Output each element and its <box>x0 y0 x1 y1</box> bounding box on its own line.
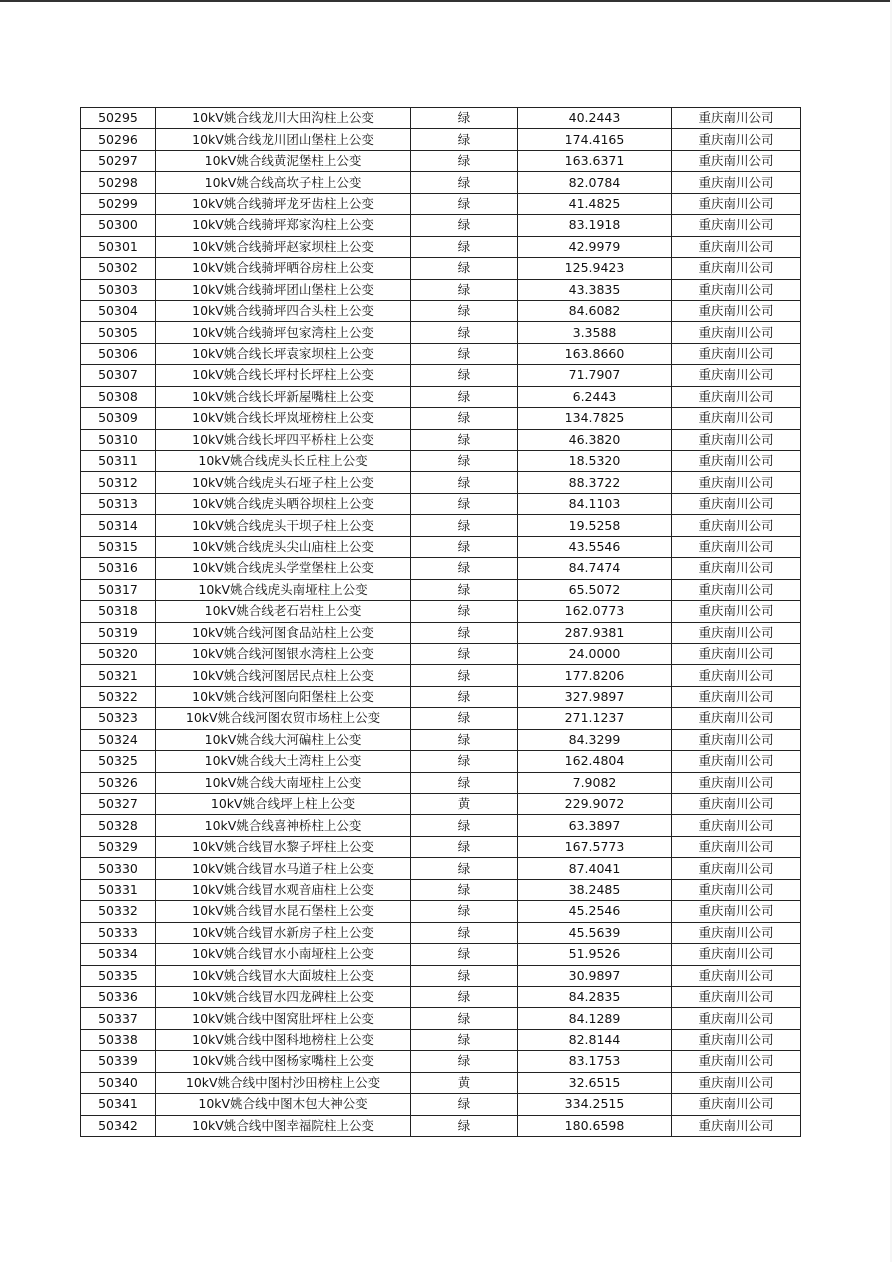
cell-name: 10kV姚合线长坪新屋嘴柱上公变 <box>156 386 411 407</box>
transformer-table <box>80 107 801 1137</box>
table-row <box>81 300 801 321</box>
cell-value: 41.4825 <box>518 193 672 214</box>
cell-value: 38.2485 <box>518 879 672 900</box>
cell-name: 10kV姚合线冒水小南垭柱上公变 <box>156 944 411 965</box>
cell-status: 绿 <box>411 986 518 1007</box>
cell-id: 50339 <box>81 1051 156 1072</box>
cell-status: 绿 <box>411 772 518 793</box>
cell-id: 50317 <box>81 579 156 600</box>
cell-name: 10kV姚合线骑坪龙牙齿柱上公变 <box>156 193 411 214</box>
cell-company: 重庆南川公司 <box>672 772 801 793</box>
cell-status: 绿 <box>411 1029 518 1050</box>
cell-value: 40.2443 <box>518 108 672 129</box>
table-row <box>81 815 801 836</box>
cell-name: 10kV姚合线中图杨家嘴柱上公变 <box>156 1051 411 1072</box>
cell-name: 10kV姚合线骑坪郑家沟柱上公变 <box>156 215 411 236</box>
cell-name: 10kV姚合线骑坪四合头柱上公变 <box>156 300 411 321</box>
cell-id: 50334 <box>81 944 156 965</box>
table-row <box>81 1051 801 1072</box>
cell-id: 50320 <box>81 643 156 664</box>
cell-id: 50318 <box>81 601 156 622</box>
table-row <box>81 108 801 129</box>
cell-status: 绿 <box>411 193 518 214</box>
table-row <box>81 858 801 879</box>
cell-status: 绿 <box>411 879 518 900</box>
cell-company: 重庆南川公司 <box>672 408 801 429</box>
cell-id: 50310 <box>81 429 156 450</box>
cell-company: 重庆南川公司 <box>672 472 801 493</box>
cell-status: 绿 <box>411 236 518 257</box>
table-row <box>81 751 801 772</box>
table-row <box>81 343 801 364</box>
cell-id: 50319 <box>81 622 156 643</box>
cell-value: 6.2443 <box>518 386 672 407</box>
cell-status: 绿 <box>411 751 518 772</box>
cell-company: 重庆南川公司 <box>672 279 801 300</box>
cell-status: 绿 <box>411 472 518 493</box>
cell-name: 10kV姚合线中图木包大神公变 <box>156 1094 411 1115</box>
cell-id: 50309 <box>81 408 156 429</box>
table-row <box>81 193 801 214</box>
table-row <box>81 665 801 686</box>
cell-company: 重庆南川公司 <box>672 1072 801 1093</box>
cell-status: 绿 <box>411 665 518 686</box>
cell-id: 50335 <box>81 965 156 986</box>
cell-status: 绿 <box>411 322 518 343</box>
cell-company: 重庆南川公司 <box>672 879 801 900</box>
cell-name: 10kV姚合线虎头晒谷坝柱上公变 <box>156 493 411 514</box>
cell-name: 10kV姚合线虎头学堂堡柱上公变 <box>156 558 411 579</box>
cell-name: 10kV姚合线老石岩柱上公变 <box>156 601 411 622</box>
cell-id: 50324 <box>81 729 156 750</box>
cell-value: 7.9082 <box>518 772 672 793</box>
cell-name: 10kV姚合线冒水观音庙柱上公变 <box>156 879 411 900</box>
cell-id: 50340 <box>81 1072 156 1093</box>
cell-status: 绿 <box>411 686 518 707</box>
cell-id: 50321 <box>81 665 156 686</box>
cell-name: 10kV姚合线高坎子柱上公变 <box>156 172 411 193</box>
cell-company: 重庆南川公司 <box>672 858 801 879</box>
cell-company: 重庆南川公司 <box>672 451 801 472</box>
cell-value: 334.2515 <box>518 1094 672 1115</box>
cell-company: 重庆南川公司 <box>672 429 801 450</box>
cell-status: 绿 <box>411 601 518 622</box>
cell-value: 63.3897 <box>518 815 672 836</box>
cell-status: 绿 <box>411 215 518 236</box>
cell-status: 绿 <box>411 622 518 643</box>
cell-value: 45.5639 <box>518 922 672 943</box>
cell-value: 84.1289 <box>518 1008 672 1029</box>
table-row <box>81 836 801 857</box>
table-row <box>81 1072 801 1093</box>
cell-name: 10kV姚合线河图向阳堡柱上公变 <box>156 686 411 707</box>
cell-status: 绿 <box>411 836 518 857</box>
cell-value: 18.5320 <box>518 451 672 472</box>
cell-status: 绿 <box>411 536 518 557</box>
cell-status: 绿 <box>411 858 518 879</box>
cell-company: 重庆南川公司 <box>672 708 801 729</box>
cell-name: 10kV姚合线中图科地榜柱上公变 <box>156 1029 411 1050</box>
cell-company: 重庆南川公司 <box>672 1115 801 1136</box>
cell-name: 10kV姚合线河图农贸市场柱上公变 <box>156 708 411 729</box>
cell-status: 绿 <box>411 386 518 407</box>
cell-company: 重庆南川公司 <box>672 622 801 643</box>
cell-company: 重庆南川公司 <box>672 901 801 922</box>
cell-id: 50302 <box>81 258 156 279</box>
cell-company: 重庆南川公司 <box>672 1029 801 1050</box>
cell-company: 重庆南川公司 <box>672 515 801 536</box>
cell-value: 65.5072 <box>518 579 672 600</box>
cell-value: 24.0000 <box>518 643 672 664</box>
cell-name: 10kV姚合线长坪岚垭榜柱上公变 <box>156 408 411 429</box>
table-row <box>81 365 801 386</box>
table-row <box>81 279 801 300</box>
table-row <box>81 215 801 236</box>
cell-id: 50307 <box>81 365 156 386</box>
cell-name: 10kV姚合线冒水昆石堡柱上公变 <box>156 901 411 922</box>
cell-company: 重庆南川公司 <box>672 686 801 707</box>
cell-name: 10kV姚合线虎头石垭子柱上公变 <box>156 472 411 493</box>
cell-id: 50332 <box>81 901 156 922</box>
cell-name: 10kV姚合线冒水马道子柱上公变 <box>156 858 411 879</box>
cell-company: 重庆南川公司 <box>672 729 801 750</box>
cell-value: 84.2835 <box>518 986 672 1007</box>
table-row <box>81 429 801 450</box>
cell-name: 10kV姚合线冒水黎子坪柱上公变 <box>156 836 411 857</box>
cell-company: 重庆南川公司 <box>672 386 801 407</box>
cell-value: 3.3588 <box>518 322 672 343</box>
cell-id: 50304 <box>81 300 156 321</box>
cell-id: 50341 <box>81 1094 156 1115</box>
cell-name: 10kV姚合线冒水新房子柱上公变 <box>156 922 411 943</box>
cell-value: 271.1237 <box>518 708 672 729</box>
cell-status: 绿 <box>411 258 518 279</box>
cell-id: 50298 <box>81 172 156 193</box>
cell-value: 162.4804 <box>518 751 672 772</box>
cell-value: 30.9897 <box>518 965 672 986</box>
cell-status: 绿 <box>411 1115 518 1136</box>
cell-name: 10kV姚合线大南垭柱上公变 <box>156 772 411 793</box>
cell-name: 10kV姚合线喜神桥柱上公变 <box>156 815 411 836</box>
cell-value: 84.6082 <box>518 300 672 321</box>
cell-name: 10kV姚合线虎头长丘柱上公变 <box>156 451 411 472</box>
cell-id: 50342 <box>81 1115 156 1136</box>
cell-id: 50333 <box>81 922 156 943</box>
cell-name: 10kV姚合线中图幸福院柱上公变 <box>156 1115 411 1136</box>
cell-value: 84.3299 <box>518 729 672 750</box>
cell-name: 10kV姚合线龙川大田沟柱上公变 <box>156 108 411 129</box>
cell-value: 125.9423 <box>518 258 672 279</box>
cell-value: 163.8660 <box>518 343 672 364</box>
cell-id: 50300 <box>81 215 156 236</box>
cell-status: 绿 <box>411 1008 518 1029</box>
cell-status: 绿 <box>411 172 518 193</box>
table-row <box>81 922 801 943</box>
cell-id: 50338 <box>81 1029 156 1050</box>
cell-value: 327.9897 <box>518 686 672 707</box>
cell-value: 83.1753 <box>518 1051 672 1072</box>
cell-id: 50322 <box>81 686 156 707</box>
cell-value: 84.1103 <box>518 493 672 514</box>
cell-name: 10kV姚合线冒水大面坡柱上公变 <box>156 965 411 986</box>
cell-id: 50327 <box>81 794 156 815</box>
table-row <box>81 1115 801 1136</box>
table-row <box>81 879 801 900</box>
table-row <box>81 1029 801 1050</box>
table-row <box>81 515 801 536</box>
cell-value: 287.9381 <box>518 622 672 643</box>
cell-id: 50296 <box>81 129 156 150</box>
cell-value: 51.9526 <box>518 944 672 965</box>
cell-name: 10kV姚合线大河碥柱上公变 <box>156 729 411 750</box>
cell-value: 162.0773 <box>518 601 672 622</box>
cell-status: 绿 <box>411 643 518 664</box>
cell-status: 绿 <box>411 729 518 750</box>
cell-id: 50316 <box>81 558 156 579</box>
cell-name: 10kV姚合线长坪村长坪柱上公变 <box>156 365 411 386</box>
cell-name: 10kV姚合线骑坪赵家坝柱上公变 <box>156 236 411 257</box>
cell-value: 174.4165 <box>518 129 672 150</box>
table-row <box>81 172 801 193</box>
table-row <box>81 708 801 729</box>
table-row <box>81 472 801 493</box>
cell-status: 绿 <box>411 944 518 965</box>
cell-name: 10kV姚合线中图窝肚坪柱上公变 <box>156 1008 411 1029</box>
cell-value: 42.9979 <box>518 236 672 257</box>
cell-status: 绿 <box>411 965 518 986</box>
cell-company: 重庆南川公司 <box>672 150 801 171</box>
cell-name: 10kV姚合线虎头尖山庙柱上公变 <box>156 536 411 557</box>
cell-status: 绿 <box>411 129 518 150</box>
cell-value: 163.6371 <box>518 150 672 171</box>
cell-company: 重庆南川公司 <box>672 944 801 965</box>
cell-id: 50305 <box>81 322 156 343</box>
cell-id: 50337 <box>81 1008 156 1029</box>
cell-id: 50313 <box>81 493 156 514</box>
cell-company: 重庆南川公司 <box>672 236 801 257</box>
table-row <box>81 579 801 600</box>
cell-value: 71.7907 <box>518 365 672 386</box>
cell-company: 重庆南川公司 <box>672 322 801 343</box>
cell-id: 50301 <box>81 236 156 257</box>
cell-id: 50325 <box>81 751 156 772</box>
cell-id: 50330 <box>81 858 156 879</box>
cell-company: 重庆南川公司 <box>672 986 801 1007</box>
cell-value: 180.6598 <box>518 1115 672 1136</box>
cell-company: 重庆南川公司 <box>672 129 801 150</box>
cell-id: 50329 <box>81 836 156 857</box>
cell-id: 50308 <box>81 386 156 407</box>
cell-name: 10kV姚合线中图村沙田榜柱上公变 <box>156 1072 411 1093</box>
table-row <box>81 965 801 986</box>
cell-company: 重庆南川公司 <box>672 815 801 836</box>
cell-status: 绿 <box>411 558 518 579</box>
cell-company: 重庆南川公司 <box>672 536 801 557</box>
table-row <box>81 558 801 579</box>
table-row <box>81 944 801 965</box>
cell-name: 10kV姚合线长坪袁家坝柱上公变 <box>156 343 411 364</box>
cell-value: 32.6515 <box>518 1072 672 1093</box>
cell-status: 绿 <box>411 429 518 450</box>
cell-value: 88.3722 <box>518 472 672 493</box>
cell-status: 绿 <box>411 408 518 429</box>
cell-status: 绿 <box>411 150 518 171</box>
cell-id: 50312 <box>81 472 156 493</box>
cell-status: 绿 <box>411 451 518 472</box>
cell-company: 重庆南川公司 <box>672 215 801 236</box>
cell-id: 50299 <box>81 193 156 214</box>
cell-name: 10kV姚合线坪上柱上公变 <box>156 794 411 815</box>
cell-company: 重庆南川公司 <box>672 922 801 943</box>
cell-id: 50295 <box>81 108 156 129</box>
cell-company: 重庆南川公司 <box>672 108 801 129</box>
cell-value: 82.0784 <box>518 172 672 193</box>
cell-value: 82.8144 <box>518 1029 672 1050</box>
table-row <box>81 451 801 472</box>
cell-company: 重庆南川公司 <box>672 172 801 193</box>
cell-value: 177.8206 <box>518 665 672 686</box>
table-row <box>81 686 801 707</box>
cell-status: 绿 <box>411 1051 518 1072</box>
cell-value: 19.5258 <box>518 515 672 536</box>
cell-id: 50303 <box>81 279 156 300</box>
cell-company: 重庆南川公司 <box>672 193 801 214</box>
cell-id: 50336 <box>81 986 156 1007</box>
cell-id: 50311 <box>81 451 156 472</box>
cell-value: 84.7474 <box>518 558 672 579</box>
table-body <box>81 108 801 1137</box>
cell-company: 重庆南川公司 <box>672 493 801 514</box>
cell-id: 50328 <box>81 815 156 836</box>
cell-value: 43.5546 <box>518 536 672 557</box>
cell-name: 10kV姚合线龙川团山堡柱上公变 <box>156 129 411 150</box>
cell-company: 重庆南川公司 <box>672 794 801 815</box>
cell-status: 黄 <box>411 1072 518 1093</box>
cell-company: 重庆南川公司 <box>672 579 801 600</box>
table-row <box>81 129 801 150</box>
table-row <box>81 386 801 407</box>
cell-status: 绿 <box>411 901 518 922</box>
cell-status: 绿 <box>411 108 518 129</box>
cell-status: 绿 <box>411 493 518 514</box>
cell-company: 重庆南川公司 <box>672 665 801 686</box>
cell-id: 50314 <box>81 515 156 536</box>
table-row <box>81 772 801 793</box>
cell-name: 10kV姚合线河图食品站柱上公变 <box>156 622 411 643</box>
cell-company: 重庆南川公司 <box>672 965 801 986</box>
cell-name: 10kV姚合线河图银水湾柱上公变 <box>156 643 411 664</box>
cell-company: 重庆南川公司 <box>672 751 801 772</box>
cell-company: 重庆南川公司 <box>672 836 801 857</box>
cell-company: 重庆南川公司 <box>672 258 801 279</box>
cell-status: 绿 <box>411 922 518 943</box>
cell-name: 10kV姚合线黄泥堡柱上公变 <box>156 150 411 171</box>
cell-name: 10kV姚合线骑坪晒谷房柱上公变 <box>156 258 411 279</box>
table-row <box>81 622 801 643</box>
table-row <box>81 986 801 1007</box>
table-row <box>81 493 801 514</box>
table-row <box>81 408 801 429</box>
table-row <box>81 643 801 664</box>
table-row <box>81 601 801 622</box>
cell-name: 10kV姚合线骑坪包家湾柱上公变 <box>156 322 411 343</box>
cell-company: 重庆南川公司 <box>672 300 801 321</box>
table-row <box>81 1008 801 1029</box>
cell-name: 10kV姚合线大土湾柱上公变 <box>156 751 411 772</box>
cell-value: 229.9072 <box>518 794 672 815</box>
cell-company: 重庆南川公司 <box>672 1051 801 1072</box>
cell-company: 重庆南川公司 <box>672 365 801 386</box>
table-row <box>81 236 801 257</box>
table-row <box>81 729 801 750</box>
cell-value: 46.3820 <box>518 429 672 450</box>
table-row <box>81 150 801 171</box>
table-row <box>81 901 801 922</box>
cell-id: 50331 <box>81 879 156 900</box>
cell-status: 黄 <box>411 794 518 815</box>
cell-status: 绿 <box>411 300 518 321</box>
cell-name: 10kV姚合线骑坪团山堡柱上公变 <box>156 279 411 300</box>
cell-company: 重庆南川公司 <box>672 558 801 579</box>
cell-name: 10kV姚合线长坪四平桥柱上公变 <box>156 429 411 450</box>
cell-company: 重庆南川公司 <box>672 343 801 364</box>
cell-id: 50315 <box>81 536 156 557</box>
cell-company: 重庆南川公司 <box>672 1094 801 1115</box>
cell-company: 重庆南川公司 <box>672 601 801 622</box>
cell-value: 87.4041 <box>518 858 672 879</box>
cell-value: 134.7825 <box>518 408 672 429</box>
table-row <box>81 794 801 815</box>
cell-name: 10kV姚合线虎头干坝子柱上公变 <box>156 515 411 536</box>
cell-id: 50326 <box>81 772 156 793</box>
cell-id: 50297 <box>81 150 156 171</box>
table-row <box>81 1094 801 1115</box>
table-row <box>81 258 801 279</box>
page-top-border <box>0 0 892 2</box>
cell-name: 10kV姚合线虎头南垭柱上公变 <box>156 579 411 600</box>
cell-status: 绿 <box>411 343 518 364</box>
cell-status: 绿 <box>411 708 518 729</box>
cell-status: 绿 <box>411 365 518 386</box>
cell-status: 绿 <box>411 515 518 536</box>
cell-value: 43.3835 <box>518 279 672 300</box>
cell-status: 绿 <box>411 1094 518 1115</box>
cell-status: 绿 <box>411 815 518 836</box>
cell-id: 50323 <box>81 708 156 729</box>
cell-value: 83.1918 <box>518 215 672 236</box>
cell-value: 167.5773 <box>518 836 672 857</box>
cell-id: 50306 <box>81 343 156 364</box>
cell-company: 重庆南川公司 <box>672 643 801 664</box>
cell-value: 45.2546 <box>518 901 672 922</box>
cell-name: 10kV姚合线河图居民点柱上公变 <box>156 665 411 686</box>
cell-company: 重庆南川公司 <box>672 1008 801 1029</box>
cell-name: 10kV姚合线冒水四龙碑柱上公变 <box>156 986 411 1007</box>
table-row <box>81 322 801 343</box>
cell-status: 绿 <box>411 279 518 300</box>
table-row <box>81 536 801 557</box>
cell-status: 绿 <box>411 579 518 600</box>
